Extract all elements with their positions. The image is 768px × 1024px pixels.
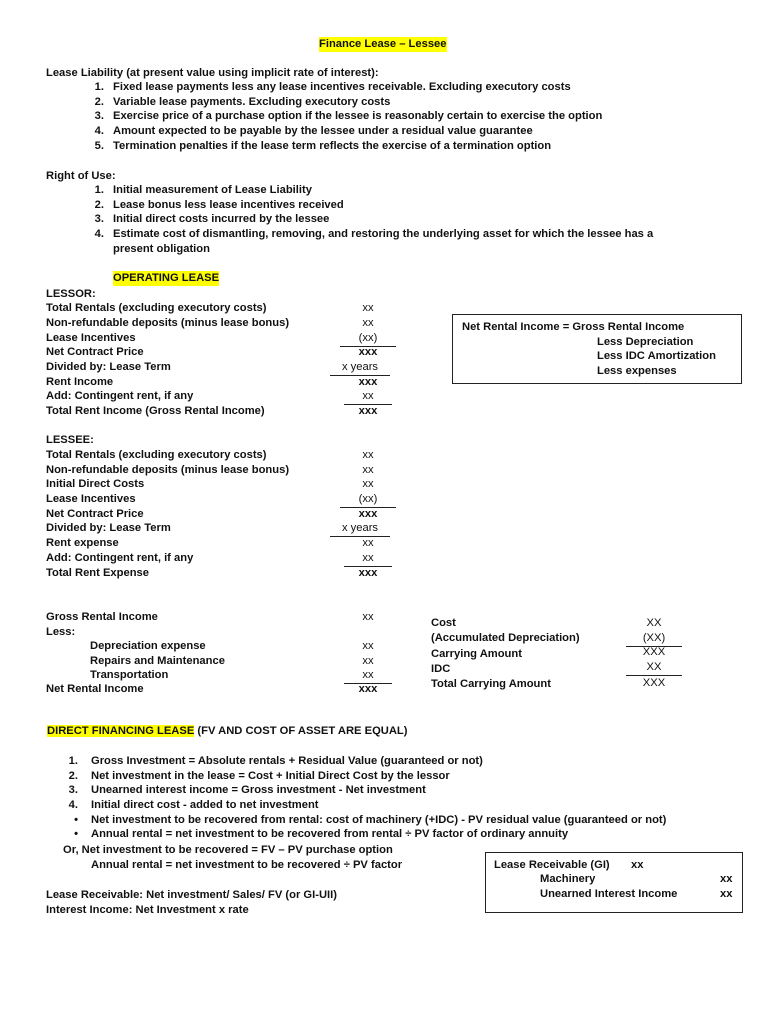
- cost-label: Cost: [431, 617, 456, 629]
- lessor-row-value: x years: [330, 360, 390, 376]
- list-item: 3. Exercise price of a purchase option if the lessee is reasonably certain to exercise the option: [94, 110, 603, 123]
- list-item: 1. Gross Investment = Absolute rentals + Residual Value (guaranteed or not): [68, 755, 483, 767]
- lessee-row-value: xx: [362, 478, 374, 490]
- lessee-row-value: xx: [362, 537, 374, 549]
- repairs-value: xx: [362, 655, 374, 667]
- list-item: 1. Fixed lease payments less any lease incentives receivable. Excluding executory costs: [94, 81, 571, 93]
- lease-liability-list: [46, 80, 746, 153]
- accumulated-depreciation-label: (Accumulated Depreciation): [431, 632, 580, 644]
- gross-rental-income-label: Gross Rental Income: [46, 611, 158, 623]
- lessee-row-value: x years: [330, 521, 390, 537]
- transportation-label: Transportation: [90, 669, 169, 681]
- list-item: 4. Estimate cost of dismantling, removing, and restoring the underlying asset for which the lessee has a: [94, 228, 654, 241]
- annual-rental-line: Annual rental = net investment to be recovered ÷ PV factor: [91, 859, 403, 871]
- lessor-row-label: Rent Income: [46, 376, 114, 388]
- lessee-row-label: Non-refundable deposits (minus lease bonus): [46, 464, 290, 476]
- depreciation-expense-label: Depreciation expense: [90, 640, 206, 652]
- list-item: 4. Amount expected to be payable by the lessee under a residual value guarantee: [94, 125, 533, 138]
- direct-financing-heading: DIRECT FINANCING LEASE: [47, 725, 195, 737]
- lease-liability-heading: Lease Liability (at present value using implicit rate of interest):: [46, 67, 379, 79]
- lessor-row-value: xx: [362, 302, 374, 314]
- net-rental-income-label: Net Rental Income: [46, 683, 144, 695]
- lessor-row-label: Add: Contingent rent, if any: [46, 390, 194, 402]
- depreciation-expense-value: xx: [362, 640, 374, 652]
- idc-label: IDC: [431, 663, 451, 675]
- direct-financing-list: [24, 754, 744, 842]
- repairs-label: Repairs and Maintenance: [90, 655, 225, 667]
- lessor-row-value: xxx: [358, 376, 378, 388]
- lessor-row-label: Non-refundable deposits (minus lease bonus): [46, 317, 290, 329]
- journal-entry-box: [485, 852, 743, 913]
- list-item: 1. Initial measurement of Lease Liability: [94, 184, 312, 196]
- lessee-row-value: (xx): [340, 492, 396, 508]
- lessee-row-label: Initial Direct Costs: [46, 478, 145, 490]
- lease-receivable-debit-value: xx: [631, 859, 644, 871]
- bullet-item: • Net investment to be recovered from rental: cost of machinery (+IDC) - PV residual value (guaranteed or not): [74, 813, 667, 826]
- machinery-credit-label: Machinery: [540, 873, 596, 885]
- lessee-row-label: Lease Incentives: [46, 493, 136, 505]
- bullet-item: • Annual rental = net investment to be recovered from rental ÷ PV factor of ordinary annuity: [74, 828, 569, 841]
- less-label: Less:: [46, 626, 76, 638]
- unearned-interest-credit-label: Unearned Interest Income: [540, 888, 678, 900]
- transportation-value: xx: [344, 668, 392, 684]
- lessee-row-label: Divided by: Lease Term: [46, 522, 171, 534]
- lessee-row-value: xx: [362, 449, 374, 461]
- net-rental-formula: Net Rental Income = Gross Rental Income: [462, 321, 685, 333]
- or-line: Or, Net investment to be recovered = FV – PV purchase option: [63, 844, 393, 856]
- right-of-use-heading: Right of Use:: [46, 170, 116, 182]
- lessee-row-value: xx: [362, 464, 374, 476]
- lessee-heading: LESSEE:: [46, 434, 94, 446]
- lessee-row-value: xxx: [358, 567, 378, 579]
- right-of-use-list: [46, 183, 746, 256]
- lessee-row-label: Total Rent Expense: [46, 567, 149, 579]
- direct-financing-heading-wrap: [47, 724, 408, 739]
- lessor-row-label: Divided by: Lease Term: [46, 361, 171, 373]
- lessee-row-value: xx: [344, 551, 392, 567]
- interest-income-line: Interest Income: Net Investment x rate: [46, 904, 249, 916]
- lessor-row-value: (xx): [340, 331, 396, 347]
- lease-receivable-line: Lease Receivable: Net investment/ Sales/ FV (or GI-UII): [46, 889, 337, 901]
- lease-receivable-debit-label: Lease Receivable (GI): [494, 859, 610, 871]
- net-rental-less-expenses: Less expenses: [597, 365, 677, 377]
- list-item: 2. Lease bonus less lease incentives received: [94, 198, 344, 211]
- net-rental-less-idc: Less IDC Amortization: [597, 350, 716, 362]
- net-rental-less-depreciation: Less Depreciation: [597, 336, 694, 348]
- total-carrying-amount-label: Total Carrying Amount: [431, 678, 551, 690]
- list-item: 2. Net investment in the lease = Cost + Initial Direct Cost by the lessor: [68, 769, 450, 782]
- total-carrying-amount-value: XXX: [642, 677, 666, 689]
- direct-financing-note: (FV AND COST OF ASSET ARE EQUAL): [194, 725, 408, 737]
- gross-rental-income-value: xx: [362, 611, 374, 623]
- net-rental-income-box: [452, 314, 742, 384]
- machinery-credit-value: xx: [720, 873, 733, 885]
- list-item: 4. Initial direct cost - added to net investment: [68, 799, 319, 812]
- lessor-row-value: xxx: [358, 405, 378, 417]
- cost-value: XX: [646, 617, 662, 629]
- list-item: 2. Variable lease payments. Excluding executory costs: [94, 95, 391, 108]
- unearned-interest-credit-value: xx: [720, 888, 733, 900]
- lessor-row-value: xx: [344, 389, 392, 405]
- page-title: Finance Lease – Lessee: [319, 38, 447, 50]
- accumulated-depreciation-value: (XX): [626, 631, 682, 647]
- list-item: 3. Initial direct costs incurred by the lessee: [94, 213, 330, 226]
- list-item: 5. Termination penalties if the lease term reflects the exercise of a termination option: [94, 139, 552, 152]
- list-item-continuation: present obligation: [113, 242, 210, 255]
- carrying-amount-label: Carrying Amount: [431, 648, 522, 660]
- lessor-row-value: xxx: [358, 346, 378, 358]
- lessee-row-label: Rent expense: [46, 537, 119, 549]
- lessor-row-label: Lease Incentives: [46, 332, 136, 344]
- lessee-row-value: xxx: [358, 508, 378, 520]
- lessee-row-label: Add: Contingent rent, if any: [46, 552, 194, 564]
- lessor-row-label: Total Rentals (excluding executory costs): [46, 302, 267, 314]
- operating-lease-heading: OPERATING LEASE: [113, 272, 220, 284]
- lessor-row-label: Total Rent Income (Gross Rental Income): [46, 405, 265, 417]
- lessor-row-label: Net Contract Price: [46, 346, 144, 358]
- carrying-amount-value: XXX: [642, 646, 666, 658]
- lessee-row-label: Net Contract Price: [46, 508, 144, 520]
- list-item: 3. Unearned interest income = Gross investment - Net investment: [68, 784, 426, 797]
- lessee-row-label: Total Rentals (excluding executory costs): [46, 449, 267, 461]
- net-rental-income-value: xxx: [358, 683, 378, 695]
- lessor-heading: LESSOR:: [46, 288, 96, 300]
- lessor-row-value: xx: [362, 317, 374, 329]
- idc-value: XX: [626, 660, 682, 676]
